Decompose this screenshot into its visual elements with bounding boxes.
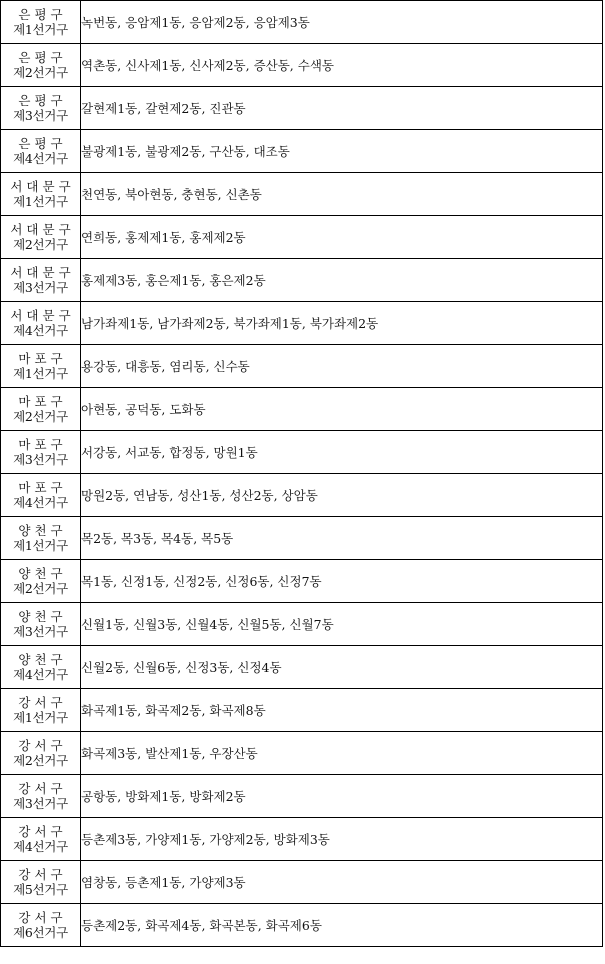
constituency-name: 제4선거구 xyxy=(13,495,68,510)
constituency-name: 제4선거구 xyxy=(13,151,68,166)
table-row xyxy=(1,259,603,302)
district-cell xyxy=(1,388,81,431)
dong-list-cell: 목1동, 신정1동, 신정2동, 신정6동, 신정7동 xyxy=(81,560,603,603)
dong-list-cell: 화곡제1동, 화곡제2동, 화곡제8동 xyxy=(81,689,603,732)
district-cell xyxy=(1,818,81,861)
gu-name: 서대문구 xyxy=(10,222,75,237)
dong-list-cell: 갈현제1동, 갈현제2동, 진관동 xyxy=(81,87,603,130)
table-row xyxy=(1,689,603,732)
dong-list-cell: 연희동, 홍제제1동, 홍제제2동 xyxy=(81,216,603,259)
dong-list-cell: 목2동, 목3동, 목4동, 목5동 xyxy=(81,517,603,560)
district-cell xyxy=(1,603,81,646)
gu-name: 은평구 xyxy=(18,136,67,151)
table-row xyxy=(1,818,603,861)
table-row xyxy=(1,474,603,517)
dong-list-cell: 망원2동, 연남동, 성산1동, 성산2동, 상암동 xyxy=(81,474,603,517)
gu-name: 서대문구 xyxy=(10,179,75,194)
district-cell xyxy=(1,302,81,345)
table-row xyxy=(1,517,603,560)
constituency-name: 제3선거구 xyxy=(13,108,68,123)
dong-list-cell: 염창동, 등촌제1동, 가양제3동 xyxy=(81,861,603,904)
district-cell xyxy=(1,259,81,302)
constituency-name: 제2선거구 xyxy=(13,65,68,80)
constituency-name: 제1선거구 xyxy=(13,366,68,381)
dong-list-cell: 신월1동, 신월3동, 신월4동, 신월5동, 신월7동 xyxy=(81,603,603,646)
table-row xyxy=(1,861,603,904)
district-cell xyxy=(1,646,81,689)
gu-name: 마포구 xyxy=(18,480,67,495)
district-cell xyxy=(1,560,81,603)
table-row xyxy=(1,1,603,44)
gu-name: 강서구 xyxy=(18,824,67,839)
dong-list-cell: 등촌제2동, 화곡제4동, 화곡본동, 화곡제6동 xyxy=(81,904,603,947)
constituency-name: 제1선거구 xyxy=(13,538,68,553)
district-cell xyxy=(1,130,81,173)
constituency-name: 제4선거구 xyxy=(13,667,68,682)
gu-name: 서대문구 xyxy=(10,308,75,323)
table-row xyxy=(1,904,603,947)
district-cell xyxy=(1,173,81,216)
district-cell xyxy=(1,732,81,775)
constituency-name: 제2선거구 xyxy=(13,237,68,252)
district-cell xyxy=(1,44,81,87)
table-row xyxy=(1,173,603,216)
table-row xyxy=(1,388,603,431)
constituency-name: 제5선거구 xyxy=(13,882,68,897)
district-cell xyxy=(1,861,81,904)
dong-list-cell: 등촌제3동, 가양제1동, 가양제2동, 방화제3동 xyxy=(81,818,603,861)
dong-list-cell: 천연동, 북아현동, 충현동, 신촌동 xyxy=(81,173,603,216)
constituency-name: 제3선거구 xyxy=(13,280,68,295)
gu-name: 은평구 xyxy=(18,50,67,65)
dong-list-cell: 녹번동, 응암제1동, 응암제2동, 응암제3동 xyxy=(81,1,603,44)
dong-list-cell: 불광제1동, 불광제2동, 구산동, 대조동 xyxy=(81,130,603,173)
gu-name: 양천구 xyxy=(18,566,67,581)
dong-list-cell: 아현동, 공덕동, 도화동 xyxy=(81,388,603,431)
table-row xyxy=(1,302,603,345)
dong-list-cell: 서강동, 서교동, 합정동, 망원1동 xyxy=(81,431,603,474)
constituency-name: 제2선거구 xyxy=(13,409,68,424)
table-row xyxy=(1,216,603,259)
dong-list-cell: 공항동, 방화제1동, 방화제2동 xyxy=(81,775,603,818)
table-body xyxy=(1,1,603,947)
district-cell xyxy=(1,689,81,732)
district-cell xyxy=(1,474,81,517)
gu-name: 강서구 xyxy=(18,910,67,925)
gu-name: 은평구 xyxy=(18,7,67,22)
table-row xyxy=(1,345,603,388)
constituency-name: 제3선거구 xyxy=(13,624,68,639)
dong-list-cell: 용강동, 대흥동, 염리동, 신수동 xyxy=(81,345,603,388)
gu-name: 양천구 xyxy=(18,652,67,667)
dong-list-cell: 화곡제3동, 발산제1동, 우장산동 xyxy=(81,732,603,775)
gu-name: 강서구 xyxy=(18,781,67,796)
dong-list-cell: 역촌동, 신사제1동, 신사제2동, 증산동, 수색동 xyxy=(81,44,603,87)
district-cell xyxy=(1,345,81,388)
gu-name: 양천구 xyxy=(18,609,67,624)
constituency-name: 제4선거구 xyxy=(13,323,68,338)
table-row xyxy=(1,87,603,130)
constituency-name: 제6선거구 xyxy=(13,925,68,940)
constituency-name: 제3선거구 xyxy=(13,452,68,467)
district-cell xyxy=(1,904,81,947)
constituency-name: 제1선거구 xyxy=(13,710,68,725)
gu-name: 서대문구 xyxy=(10,265,75,280)
table-row xyxy=(1,603,603,646)
table-row xyxy=(1,431,603,474)
dong-list-cell: 남가좌제1동, 남가좌제2동, 북가좌제1동, 북가좌제2동 xyxy=(81,302,603,345)
district-cell xyxy=(1,1,81,44)
constituency-name: 제2선거구 xyxy=(13,753,68,768)
constituency-name: 제4선거구 xyxy=(13,839,68,854)
district-cell xyxy=(1,431,81,474)
constituency-name: 제3선거구 xyxy=(13,796,68,811)
table-row xyxy=(1,560,603,603)
district-cell xyxy=(1,775,81,818)
gu-name: 마포구 xyxy=(18,394,67,409)
dong-list-cell: 홍제제3동, 홍은제1동, 홍은제2동 xyxy=(81,259,603,302)
gu-name: 강서구 xyxy=(18,738,67,753)
gu-name: 마포구 xyxy=(18,437,67,452)
table-row xyxy=(1,44,603,87)
gu-name: 강서구 xyxy=(18,867,67,882)
gu-name: 마포구 xyxy=(18,351,67,366)
district-cell xyxy=(1,87,81,130)
table-row xyxy=(1,775,603,818)
gu-name: 양천구 xyxy=(18,523,67,538)
table-row xyxy=(1,646,603,689)
constituency-name: 제2선거구 xyxy=(13,581,68,596)
district-cell xyxy=(1,216,81,259)
gu-name: 은평구 xyxy=(18,93,67,108)
table-row xyxy=(1,130,603,173)
constituency-name: 제1선거구 xyxy=(13,194,68,209)
district-cell xyxy=(1,517,81,560)
gu-name: 강서구 xyxy=(18,695,67,710)
table-row xyxy=(1,732,603,775)
dong-list-cell: 신월2동, 신월6동, 신정3동, 신정4동 xyxy=(81,646,603,689)
constituency-name: 제1선거구 xyxy=(13,22,68,37)
